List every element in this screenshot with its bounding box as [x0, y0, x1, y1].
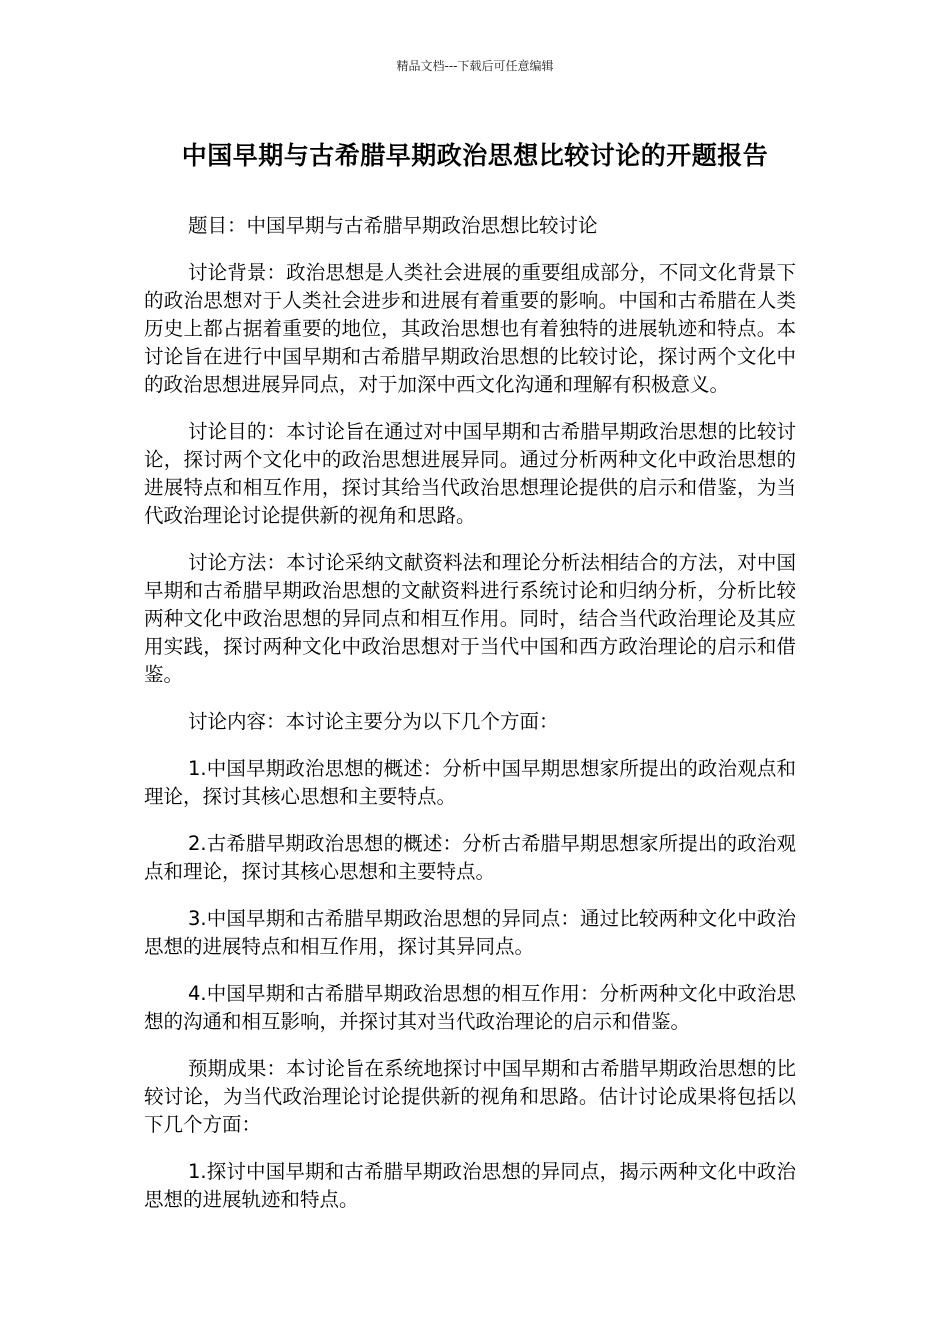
paragraph-purpose: 讨论目的：本讨论旨在通过对中国早期和古希腊早期政治思想的比较讨论，探讨两个文化中的政治思想进展异同。通过分析两种文化中政治思想的进展特点和相互作用，探讨其给当代政治思想理论提供的启示和借鉴，为当代政治理论讨论提供新的视角和思路。: [144, 420, 796, 527]
paragraph-content-intro: 讨论内容：本讨论主要分为以下几个方面：: [188, 710, 559, 733]
paragraph-background: 讨论背景：政治思想是人类社会进展的重要组成部分，不同文化背景下的政治思想对于人类社会进步和进展有着重要的影响。中国和古希腊在人类历史上都占据着重要的地位，其政治思想也有着独特的进展轨迹和特点。本讨论旨在进行中国早期和古希腊早期政治思想的比较讨论，探讨两个文化中的政治思想进展异同点，对于加深中西文化沟通和理解有积极意义。: [144, 261, 796, 396]
paragraph-content-item-4: 4.中国早期和古希腊早期政治思想的相互作用：分析两种文化中政治思想的沟通和相互影响，并探讨其对当代政治理论的启示和借鉴。: [144, 982, 796, 1033]
paragraph-content-item-3: 3.中国早期和古希腊早期政治思想的异同点：通过比较两种文化中政治思想的进展特点和相互作用，探讨其异同点。: [144, 907, 796, 958]
document-body: [144, 212, 796, 1233]
paragraph-content-item-1: 1.中国早期政治思想的概述：分析中国早期思想家所提出的政治观点和理论，探讨其核心思想和主要特点。: [144, 757, 796, 808]
document-title: 中国早期与古希腊早期政治思想比较讨论的开题报告: [181, 141, 769, 170]
paragraph-result-item-1: 1.探讨中国早期和古希腊早期政治思想的异同点，揭示两种文化中政治思想的进展轨迹和特点。: [144, 1160, 796, 1211]
paragraph-expected-results: 预期成果：本讨论旨在系统地探讨中国早期和古希腊早期政治思想的比较讨论，为当代政治理论讨论提供新的视角和思路。估计讨论成果将包括以下几个方面：: [144, 1057, 796, 1136]
header-note: 精品文档---下载后可任意编辑: [396, 59, 554, 73]
paragraph-content-item-2: 2.古希腊早期政治思想的概述：分析古希腊早期思想家所提出的政治观点和理论，探讨其核心思想和主要特点。: [144, 832, 796, 883]
paragraph-method: 讨论方法：本讨论采纳文献资料法和理论分析法相结合的方法，对中国早期和古希腊早期政治思想的文献资料进行系统讨论和归纳分析，分析比较两种文化中政治思想的异同点和相互作用。同时，结合当代政治理论及其应用实践，探讨两种文化中政治思想对于当代中国和西方政治理论的启示和借鉴。: [144, 551, 796, 686]
paragraph-topic: 题目：中国早期与古希腊早期政治思想比较讨论: [188, 214, 598, 237]
